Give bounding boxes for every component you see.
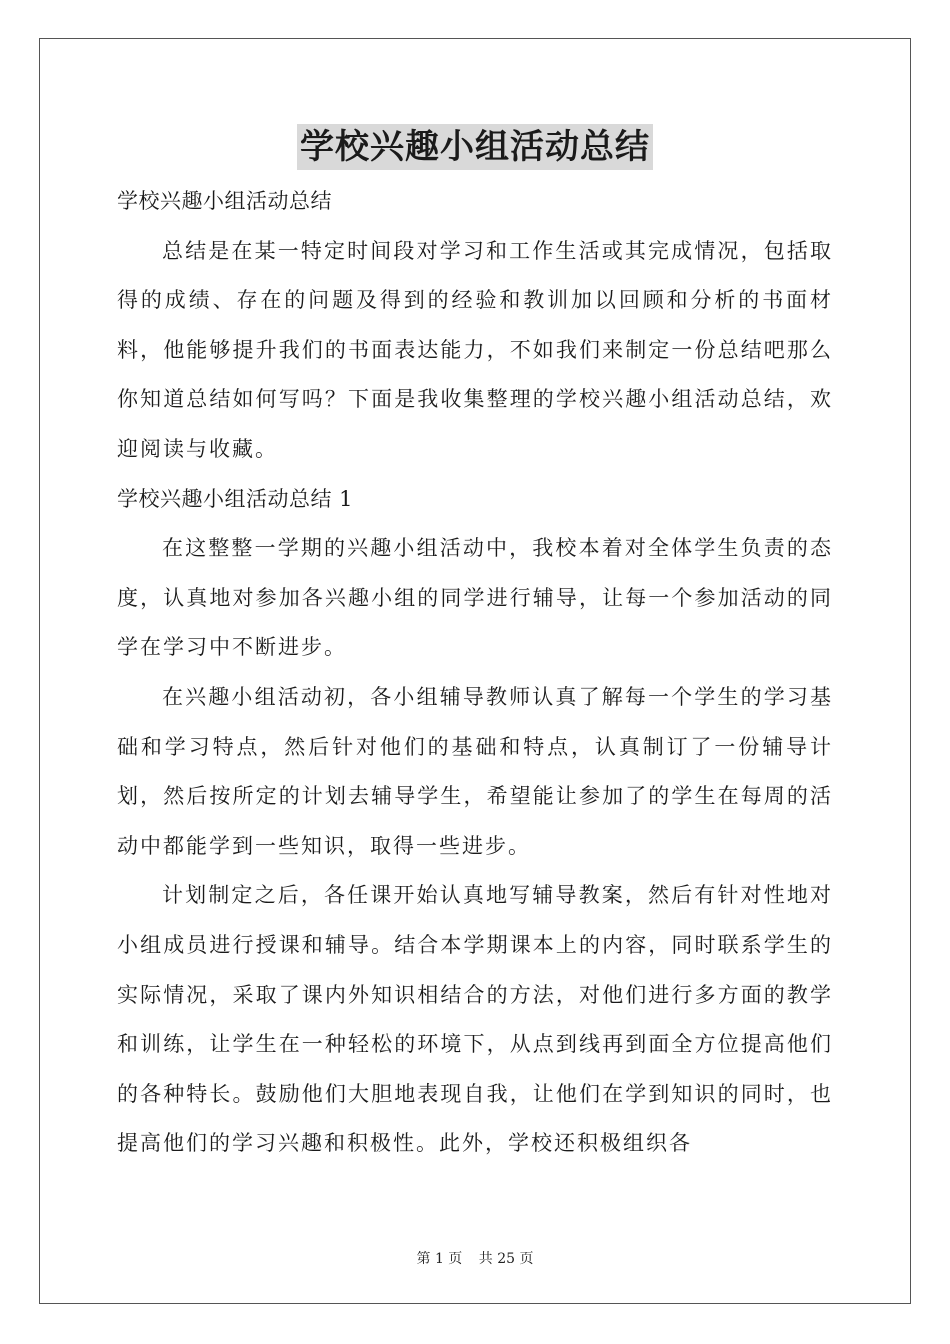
body-paragraph-3: 计划制定之后，各任课开始认真地写辅导教案，然后有针对性地对小组成员进行授课和辅导。结合本学期课本上的内容，同时联系学生的实际情况，采取了课内外知识相结合的方法，对他们进行多方面的教学和训练，让学生在一种轻松的环境下，从点到线再到面全方位提高他们的各种特长。鼓励他们大胆地表现自我，让他们在学到知识的同时，也提高他们的学习兴趣和积极性。此外，学校还积极组织各 — [117, 883, 833, 1156]
document-title: 学校兴趣小组活动总结 — [297, 124, 653, 170]
title-wrap — [0, 124, 950, 170]
intro-paragraph: 总结是在某一特定时间段对学习和工作生活或其完成情况，包括取得的成绩、存在的问题及得到的经验和教训加以回顾和分析的书面材料，他能够提升我们的书面表达能力，不如我们来制定一份总结吧那么你知道总结如何写吗？下面是我收集整理的学校兴趣小组活动总结，欢迎阅读与收藏。 — [117, 238, 833, 461]
page-number: 第 1 页 — [416, 1251, 463, 1267]
page-footer — [0, 1248, 950, 1268]
page-total: 共 25 页 — [478, 1251, 534, 1267]
section-heading: 学校兴趣小组活动总结 1 — [117, 486, 354, 511]
document-body — [117, 177, 833, 1169]
body-paragraph-1: 在这整整一学期的兴趣小组活动中，我校本着对全体学生负责的态度，认真地对参加各兴趣小组的同学进行辅导，让每一个参加活动的同学在学习中不断进步。 — [117, 536, 833, 660]
document-subtitle: 学校兴趣小组活动总结 — [117, 189, 332, 213]
body-paragraph-2: 在兴趣小组活动初，各小组辅导教师认真了解每一个学生的学习基础和学习特点，然后针对他们的基础和特点，认真制订了一份辅导计划，然后按所定的计划去辅导学生，希望能让参加了的学生在每周的活动中都能学到一些知识，取得一些进步。 — [117, 684, 833, 858]
